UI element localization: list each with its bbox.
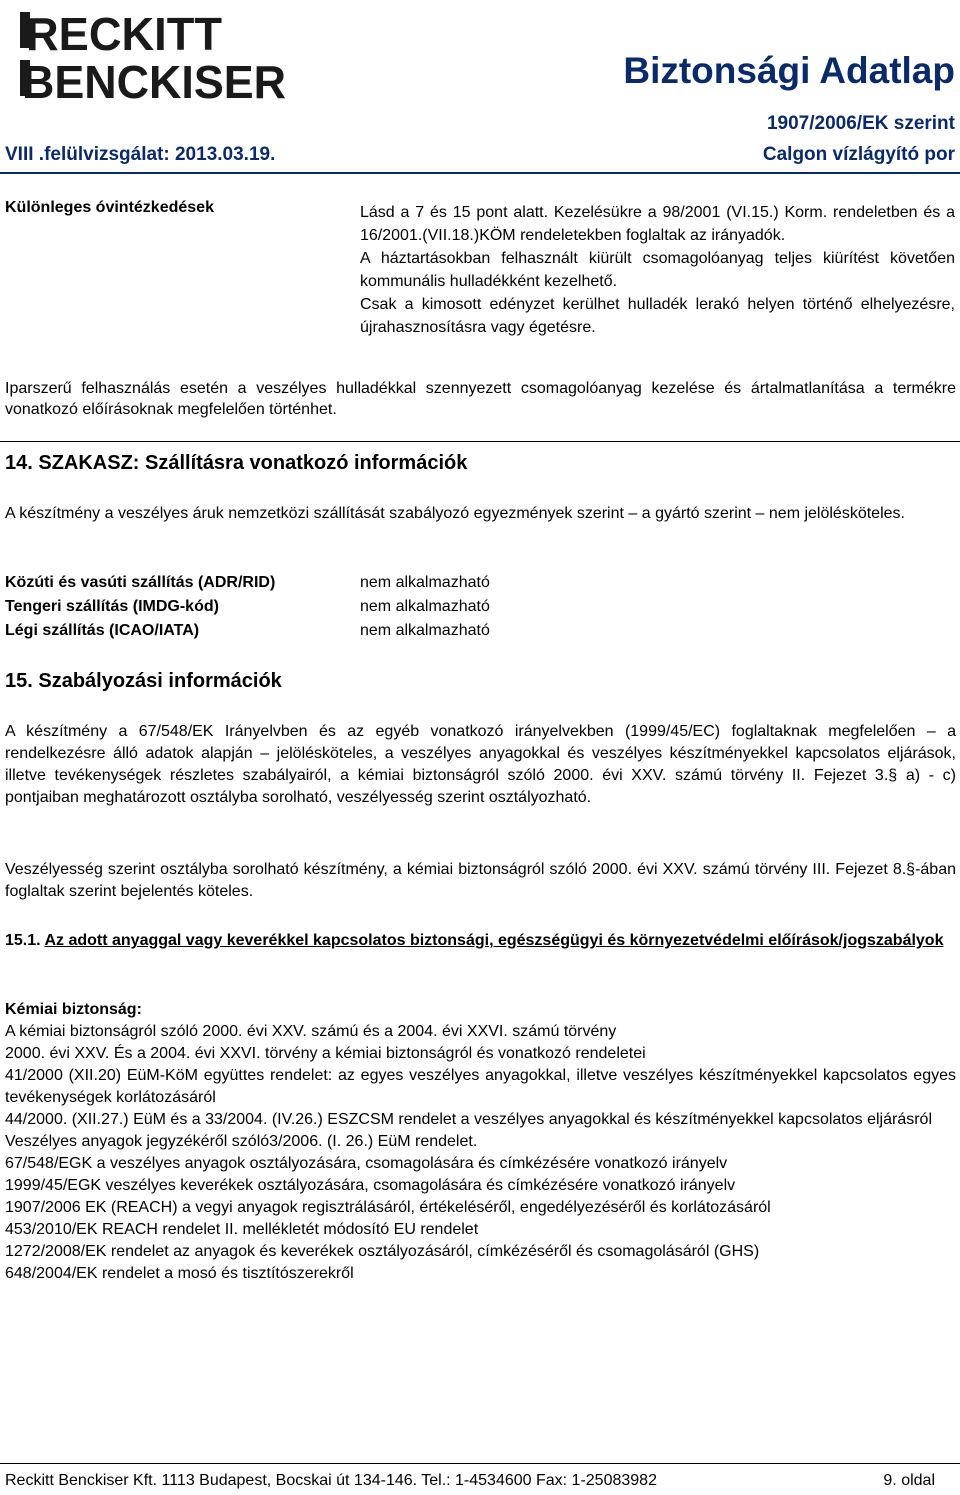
- page-number: 9. oldal: [883, 1472, 935, 1489]
- section-14-title: 14. SZAKASZ: Szállításra vonatkozó információk: [5, 452, 468, 474]
- list-item: 2000. évi XXV. És a 2004. évi XXVI. törvény a kémiai biztonságról és vonatkozó rendeletei: [5, 1045, 646, 1062]
- page-footer: [5, 1472, 935, 1490]
- footer-company: Reckitt Benckiser Kft. 1113 Budapest, Bocskai út 134-146. Tel.: 1-4534600 Fax: 1-25083982: [5, 1472, 657, 1489]
- list-item: 1999/45/EGK veszélyes keverékek osztályozására, csomagolására és címkézésére vonatkozó irányelv: [5, 1177, 736, 1194]
- logo-line1: RECKITT: [26, 8, 222, 60]
- product-name: Calgon vízlágyító por: [762, 144, 955, 165]
- revision-date: VIII .felülvizsgálat: 2013.03.19.: [5, 144, 276, 165]
- special-precautions-label: Különleges óvintézkedések: [5, 199, 214, 216]
- special-line-3: Csak a kimosott edényzet kerülhet hulladék lerakó helyen történő elhelyezésre, újrahasznosításra vagy égetésre.: [360, 296, 955, 336]
- section-14-divider: [0, 441, 960, 442]
- special-line-2: A háztartásokban felhasznált kiürült csomagolóanyag teljes kiürítést követően kommunális hulladékként kezelhető.: [360, 250, 955, 290]
- transport-label-sea: Tengeri szállítás (IMDG-kód): [5, 598, 219, 615]
- header-divider: [0, 172, 960, 174]
- chemical-safety-title: Kémiai biztonság:: [5, 1001, 142, 1018]
- list-item: 44/2000. (XII.27.) EüM és a 33/2004. (IV.26.) ESZCSM rendelet a veszélyes anyagokkal és készítményekkel kapcsolatos eljárásról: [5, 1111, 932, 1128]
- logo-line2: BENCKISER: [22, 56, 286, 108]
- list-item: A kémiai biztonságról szóló 2000. évi XXV. számú és a 2004. évi XXVI. számú törvény: [5, 1023, 617, 1040]
- transport-labels: [5, 571, 275, 643]
- subsection-number: 15.1.: [5, 932, 41, 949]
- list-item: 67/548/EGK a veszélyes anyagok osztályozására, csomagolására és címkézésére vonatkozó irányelv: [5, 1155, 728, 1172]
- special-precautions-text: [360, 201, 955, 339]
- transport-value-sea: nem alkalmazható: [360, 598, 490, 615]
- list-item: 1907/2006 EK (REACH) a vegyi anyagok regisztrálásáról, értékeléséről, engedélyezéséről és korlátozásáról: [5, 1199, 771, 1216]
- industrial-use-note: Iparszerű felhasználás esetén a veszélyes hulladékkal szennyezett csomagolóanyag kezelése és ártalmatlanítása a termékre vonatkozó előírásoknak megfelelően történhet.: [5, 380, 956, 418]
- regulation-subtitle: 1907/2006/EK szerint: [766, 113, 955, 134]
- list-item: 41/2000 (XII.20) EüM-KöM együttes rendelet: az egyes veszélyes anyagokkal, illetve veszélyes készítményekkel kapcsolatos egyes tevékenységek korlátozásáról: [5, 1067, 956, 1106]
- subsection-15-1-heading: [5, 929, 956, 952]
- list-item: 1272/2008/EK rendelet az anyagok és keverékek osztályozásáról, címkézéséről és csomagolásáról (GHS): [5, 1243, 760, 1260]
- list-item: Veszélyes anyagok jegyzékéről szóló3/2006. (I. 26.) EüM rendelet.: [5, 1133, 478, 1150]
- list-item: 453/2010/EK REACH rendelet II. mellékletét módosító EU rendelet: [5, 1221, 479, 1238]
- transport-label-road: Közúti és vasúti szállítás (ADR/RID): [5, 574, 276, 591]
- transport-label-air: Légi szállítás (ICAO/IATA): [5, 622, 200, 639]
- footer-divider: [0, 1463, 960, 1464]
- transport-value-road: nem alkalmazható: [360, 574, 490, 591]
- document-title: Biztonsági Adatlap: [623, 50, 955, 91]
- section-15-title: 15. Szabályozási információk: [5, 670, 282, 692]
- company-logo: [18, 6, 290, 108]
- special-line-1: Lásd a 7 és 15 pont alatt. Kezelésükre a 98/2001 (VI.15.) Korm. rendeletben és a 16/2001.(VII.18.)KÖM rendeletekben foglaltak az irányadók.: [360, 204, 955, 244]
- chemical-safety-list: [5, 1021, 956, 1285]
- section-15-paragraph-2: Veszélyesség szerint osztályba sorolható készítmény, a kémiai biztonságról szóló 2000. évi XXV. számú törvény III. Fejezet 8.§-ában foglaltak szerint bejelentés köteles.: [5, 861, 956, 900]
- subsection-title: Az adott anyaggal vagy keverékkel kapcsolatos biztonsági, egészségügyi és környezetvédelmi előírások/jogszabályok: [44, 932, 944, 949]
- section-15-paragraph-1: A készítmény a 67/548/EK Irányelvben és az egyéb vonatkozó irányelvekben (1999/45/EC) foglaltaknak megfelelően – a rendelkezésre álló adatok alapján – jelölésköteles, a veszélyes anyagokkal és veszélyes készítményekkel kapcsolatos eljárások, illetve tevékenységek részletes szabályairól, a kémiai biztonságról szóló 2000. évi XXV. számú törvény II. Fejezet 3.§ a) - c) pontjaiban meghatározott osztályba sorolható, veszélyesség szerint osztályozható.: [5, 723, 956, 806]
- list-item: 648/2004/EK rendelet a mosó és tisztítószerekről: [5, 1265, 354, 1282]
- transport-value-air: nem alkalmazható: [360, 622, 490, 639]
- transport-values: [360, 571, 490, 643]
- section-14-intro: A készítmény a veszélyes áruk nemzetközi szállítását szabályozó egyezmények szerint – a gyártó szerint – nem jelölésköteles.: [5, 505, 905, 522]
